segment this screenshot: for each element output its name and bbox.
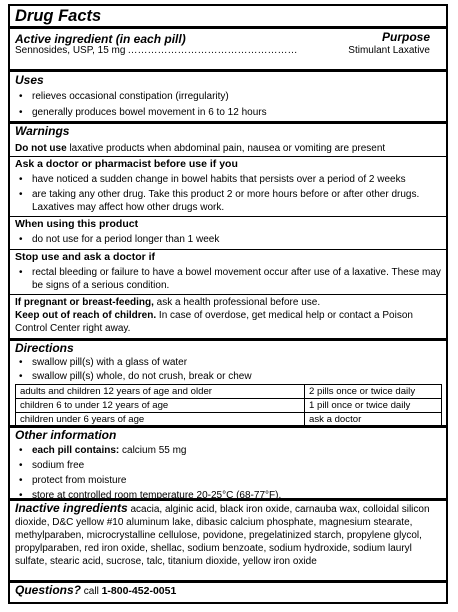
purpose-heading: Purpose: [381, 30, 430, 44]
questions-text: Questions? call 1-800-452-0051: [15, 583, 177, 597]
directions-heading: Directions: [15, 341, 74, 355]
inactive-ingredients-section: [10, 501, 446, 568]
uses-item: • generally produces bowel movement in 6 to 12 hours: [19, 107, 267, 118]
other-information-item: • sodium free: [19, 460, 85, 471]
drug-facts-panel: [8, 4, 448, 604]
drug-facts-title: Drug Facts: [15, 7, 102, 25]
other-information-section: [10, 428, 446, 502]
do-not-use-text: Do not use laxative products when abdominal pain, nausea or vomiting are present: [15, 143, 386, 154]
stop-use-section: [10, 251, 446, 292]
ask-doctor-section: [10, 158, 446, 214]
table-cell: 2 pills once or twice daily: [305, 385, 442, 399]
when-using-item: • do not use for a period longer than 1 week: [19, 234, 220, 245]
warnings-section: [10, 124, 446, 155]
when-using-section: [10, 218, 446, 246]
divider: [10, 69, 446, 72]
pregnancy-section: [10, 296, 446, 335]
inactive-ingredients-heading: Inactive ingredients: [15, 501, 128, 515]
other-information-item: • each pill contains: calcium 55 mg: [19, 445, 187, 456]
table-cell: adults and children 12 years of age and older: [16, 385, 305, 399]
uses-item: • relieves occasional constipation (irregularity): [19, 91, 229, 102]
active-ingredient-name: Sennosides, USP, 15 mg: [15, 45, 126, 56]
uses-section: [10, 73, 446, 119]
divider: [10, 294, 446, 295]
divider: [10, 156, 446, 157]
divider: [10, 26, 446, 29]
directions-section: [10, 341, 446, 427]
purpose-value: Stimulant Laxative: [348, 45, 430, 56]
uses-heading: Uses: [15, 73, 44, 87]
inactive-ingredients-text: Inactive ingredients acacia, alginic acid, black iron oxide, carnauba wax, colloidal silicon dioxide, D&C yellow #10 aluminum lake, dibasic calcium phosphate, magnesium stearate, methylparaben, microcrystalline cellulose, povidone, pregelatinized starch, propylene glycol, propylparaben, red iron oxide, shellac, sodium benzoate, sodium hydroxide, sodium lauryl sulfate, stearic acid, sucrose, talc, titanium dioxide, yellow iron oxide: [15, 501, 430, 567]
warnings-heading: Warnings: [15, 124, 70, 138]
divider: [10, 216, 446, 217]
directions-table: [15, 384, 442, 427]
table-row: [16, 385, 442, 399]
stop-use-heading: Stop use and ask a doctor if: [15, 251, 156, 263]
table-cell: 1 pill once or twice daily: [305, 399, 442, 413]
other-information-heading: Other information: [15, 428, 117, 442]
divider: [10, 249, 446, 250]
drug-facts-header: [10, 6, 446, 26]
table-cell: children 6 to under 12 years of age: [16, 399, 305, 413]
phone-number: 1-800-452-0051: [101, 585, 177, 597]
table-cell: children under 6 years of age: [16, 413, 305, 427]
dot-leader: ……………………………………………: [127, 45, 298, 56]
directions-item: • swallow pill(s) whole, do not crush, break or chew: [19, 371, 252, 382]
ask-doctor-item: • are taking any other drug. Take this product 2 or more hours before or after other drugs. Laxatives may affect how other drugs work.: [19, 189, 420, 213]
active-ingredient-heading: Active ingredient (in each pill): [15, 32, 186, 46]
directions-item: • swallow pill(s) with a glass of water: [19, 357, 188, 368]
questions-heading: Questions?: [15, 583, 82, 597]
pregnancy-text: If pregnant or breast-feeding, ask a health professional before use.: [15, 297, 321, 308]
table-row: [16, 399, 442, 413]
table-cell: ask a doctor: [305, 413, 442, 427]
other-information-item: • protect from moisture: [19, 475, 127, 486]
questions-section: [10, 583, 446, 599]
other-information-item: • store at controlled room temperature 20-25°C (68-77°F).: [19, 490, 282, 501]
keep-out-of-reach-text: Keep out of reach of children. In case of overdose, get medical help or contact a Poison Control Center right away.: [15, 310, 413, 334]
ask-doctor-heading: Ask a doctor or pharmacist before use if you: [15, 158, 238, 170]
active-ingredient-section: [10, 30, 446, 57]
when-using-heading: When using this product: [15, 218, 139, 230]
stop-use-item: • rectal bleeding or failure to have a bowel movement occur after use of a laxative. These may be signs of a serious condition.: [19, 267, 441, 291]
ask-doctor-item: • have noticed a sudden change in bowel habits that persists over a period of 2 weeks: [19, 174, 406, 185]
